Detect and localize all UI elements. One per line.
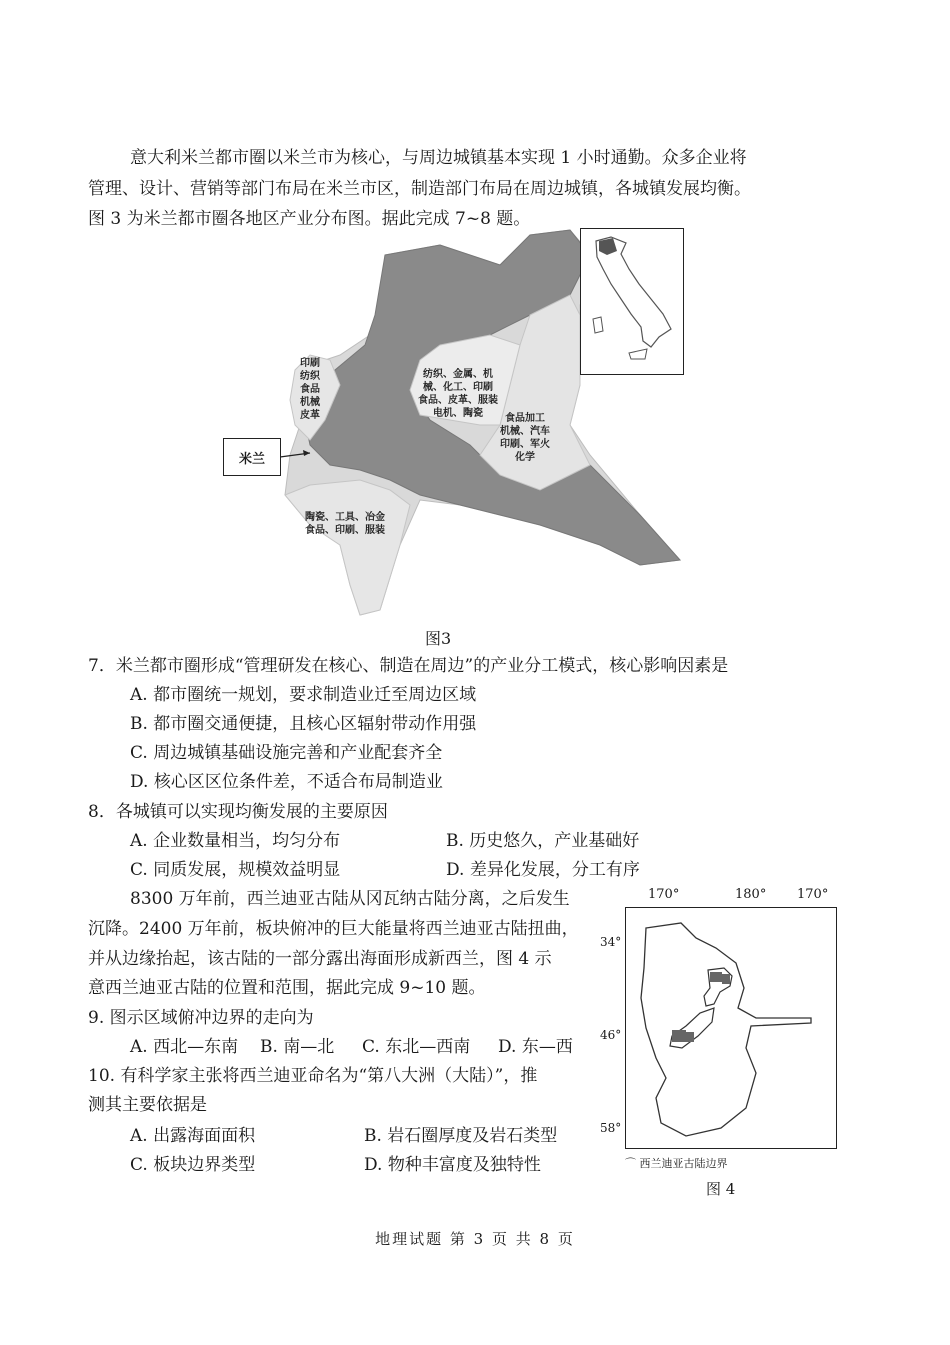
italy-outline: [581, 229, 681, 372]
region-east-industries: 食品加工 机械、汽车 印刷、军火 化学: [500, 413, 550, 463]
q10-option-c: C. 板块边界类型: [130, 1155, 256, 1175]
zealandia-map: [626, 908, 834, 1146]
fig4-lat-58: 58°: [600, 1121, 622, 1135]
fig4-lat-46: 46°: [600, 1028, 622, 1042]
intro-line-3: 图 3 为米兰都市圈各地区产业分布图。据此完成 7~8 题。: [88, 209, 531, 229]
q8-option-a: A. 企业数量相当，均匀分布: [130, 831, 341, 851]
figure-3-caption: 图3: [425, 629, 452, 648]
q8-option-d: D. 差异化发展，分工有序: [446, 860, 640, 880]
q7-option-c: C. 周边城镇基础设施完善和产业配套齐全: [130, 743, 443, 763]
italy-inset-map: [580, 228, 684, 375]
q9-option-b: B. 南—北: [260, 1037, 335, 1057]
q10-stem-line-2: 测其主要依据是: [88, 1095, 207, 1115]
q10-stem-line-1: 10. 有科学家主张将西兰迪亚命名为“第八大洲（大陆）”，推: [88, 1066, 538, 1086]
intro2-line-4: 意西兰迪亚古陆的位置和范围，据此完成 9~10 题。: [88, 978, 486, 998]
milan-label: 米兰: [223, 438, 281, 476]
fig4-legend: [625, 1155, 728, 1171]
legend-label: 西兰迪亚古陆边界: [639, 1157, 728, 1170]
q9-option-d: D. 东—西: [498, 1037, 573, 1057]
fig4-lon-180: 180°: [735, 887, 767, 902]
q8-option-b: B. 历史悠久，产业基础好: [446, 831, 640, 851]
q7-option-b: B. 都市圈交通便捷，且核心区辐射带动作用强: [130, 714, 477, 734]
q9-option-a: A. 西北—东南: [130, 1037, 239, 1057]
q10-option-d: D. 物种丰富度及独特性: [364, 1155, 541, 1175]
page-footer: 地理试题 第 3 页 共 8 页: [375, 1230, 575, 1248]
fig4-lon-170e: 170°: [797, 887, 829, 902]
fig4-lon-170w: 170°: [648, 887, 680, 902]
q7-stem: 7．米兰都市圈形成“管理研发在核心、制造在周边”的产业分工模式，核心影响因素是: [88, 656, 729, 676]
intro-line-2: 管理、设计、营销等部门布局在米兰市区，制造部门布局在周边城镇，各城镇发展均衡。: [88, 179, 751, 199]
q8-option-c: C. 同质发展，规模效益明显: [130, 860, 341, 880]
q7-option-d: D. 核心区区位条件差，不适合布局制造业: [130, 772, 443, 792]
q9-option-c: C. 东北—西南: [362, 1037, 471, 1057]
q8-stem: 8．各城镇可以实现均衡发展的主要原因: [88, 802, 388, 822]
figure-4-caption: 图 4: [706, 1180, 736, 1198]
region-south-industries: 陶瓷、工具、冶金 食品、印刷、服装: [305, 512, 385, 536]
q10-option-a: A. 出露海面面积: [130, 1126, 256, 1146]
region-west-industries: 印刷 纺织 食品 机械 皮革: [300, 358, 320, 421]
region-center-industries: 纺织、金属、机 械、化工、印刷 食品、皮革、服装 电机、陶瓷: [418, 369, 498, 419]
figure-4-map: [625, 907, 837, 1149]
q9-stem: 9. 图示区域俯冲边界的走向为: [88, 1008, 314, 1028]
q10-option-b: B. 岩石圈厚度及岩石类型: [364, 1126, 558, 1146]
fig4-lat-34: 34°: [600, 935, 622, 949]
q7-option-a: A. 都市圈统一规划，要求制造业迁至周边区域: [130, 685, 477, 705]
intro2-line-1: 8300 万年前，西兰迪亚古陆从冈瓦纳古陆分离，之后发生: [130, 889, 570, 909]
intro2-line-2: 沉降。2400 万年前，板块俯冲的巨大能量将西兰迪亚古陆扭曲，: [88, 919, 579, 939]
intro-line-1: 意大利米兰都市圈以米兰市为核心，与周边城镇基本实现 1 小时通勤。众多企业将: [130, 148, 747, 168]
intro2-line-3: 并从边缘抬起，该古陆的一部分露出海面形成新西兰，图 4 示: [88, 949, 552, 969]
legend-line-icon: ⌒: [625, 1157, 636, 1170]
